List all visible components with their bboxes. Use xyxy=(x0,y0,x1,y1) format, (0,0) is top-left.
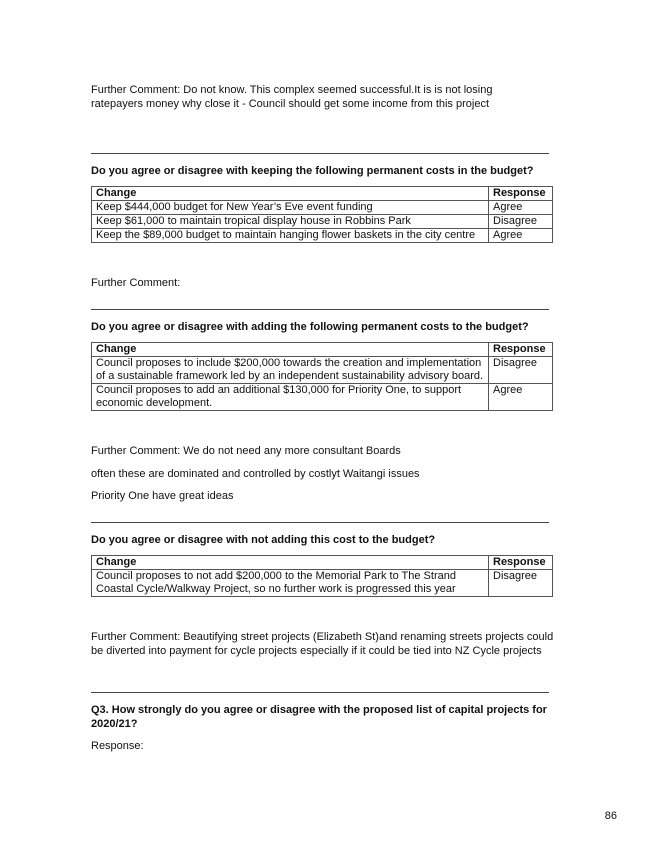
response-cell: Disagree xyxy=(489,357,553,384)
divider-4 xyxy=(91,692,549,693)
column-header-response: Response xyxy=(489,187,553,201)
change-cell: Council proposes to include $200,000 towards the creation and implementation of a sustainable framework led by an independent sustainability advisory board. xyxy=(92,357,489,384)
q3-question: Q3. How strongly do you agree or disagree with the proposed list of capital projects for 2020/21? xyxy=(91,704,547,730)
column-header-response: Response xyxy=(489,556,553,570)
intro-comment-line-2: ratepayers money why close it - Council should get some income from this project xyxy=(91,98,490,110)
table-header-row xyxy=(92,343,553,357)
change-cell: Keep the $89,000 budget to maintain hanging flower baskets in the city centre xyxy=(92,229,489,243)
table-header-row xyxy=(92,556,553,570)
response-cell: Agree xyxy=(489,201,553,215)
response-cell: Disagree xyxy=(489,570,553,597)
section2-comment-line-2: often these are dominated and controlled by costlyt Waitangi issues xyxy=(91,468,420,480)
table-header-row xyxy=(92,187,553,201)
change-cell: Keep $61,000 to maintain tropical display house in Robbins Park xyxy=(92,215,489,229)
intro-comment xyxy=(91,83,561,111)
table-row xyxy=(92,357,553,384)
response-cell: Disagree xyxy=(489,215,553,229)
change-cell: Council proposes to add an additional $130,000 for Priority One, to support economic development. xyxy=(92,384,489,411)
divider-3 xyxy=(91,522,549,523)
section1-question: Do you agree or disagree with keeping the following permanent costs in the budget? xyxy=(91,165,534,177)
change-cell: Council proposes to not add $200,000 to the Memorial Park to The Strand Coastal Cycle/Walkway Project, so no further work is progressed this year xyxy=(92,570,489,597)
table-row xyxy=(92,570,553,597)
section3-question: Do you agree or disagree with not adding this cost to the budget? xyxy=(91,534,436,546)
column-header-change: Change xyxy=(92,343,489,357)
table-row xyxy=(92,229,553,243)
divider-2 xyxy=(91,309,549,310)
response-cell: Agree xyxy=(489,229,553,243)
section2-table xyxy=(91,342,553,411)
section3-comment: Further Comment: Beautifying street projects (Elizabeth St)and renaming streets projects could be diverted into payment for cycle projects especially if it could be tied into NZ Cycle projects xyxy=(91,631,554,657)
response-cell: Agree xyxy=(489,384,553,411)
section3-table xyxy=(91,555,553,597)
section2-question: Do you agree or disagree with adding the following permanent costs to the budget? xyxy=(91,321,529,333)
column-header-change: Change xyxy=(92,556,489,570)
table-row xyxy=(92,201,553,215)
table-row xyxy=(92,384,553,411)
change-cell: Keep $444,000 budget for New Year’s Eve event funding xyxy=(92,201,489,215)
section1-table xyxy=(91,186,553,243)
column-header-change: Change xyxy=(92,187,489,201)
q3-response-label: Response: xyxy=(91,740,144,752)
column-header-response: Response xyxy=(489,343,553,357)
table-row xyxy=(92,215,553,229)
section2-comment-line-1: Further Comment: We do not need any more consultant Boards xyxy=(91,445,401,457)
section2-comment-line-3: Priority One have great ideas xyxy=(91,490,234,502)
intro-comment-line-1: Further Comment: Do not know. This complex seemed successful.It is is not losing xyxy=(91,84,493,96)
section1-comment: Further Comment: xyxy=(91,277,181,289)
page-number: 86 xyxy=(604,810,617,822)
divider-1 xyxy=(91,153,549,154)
